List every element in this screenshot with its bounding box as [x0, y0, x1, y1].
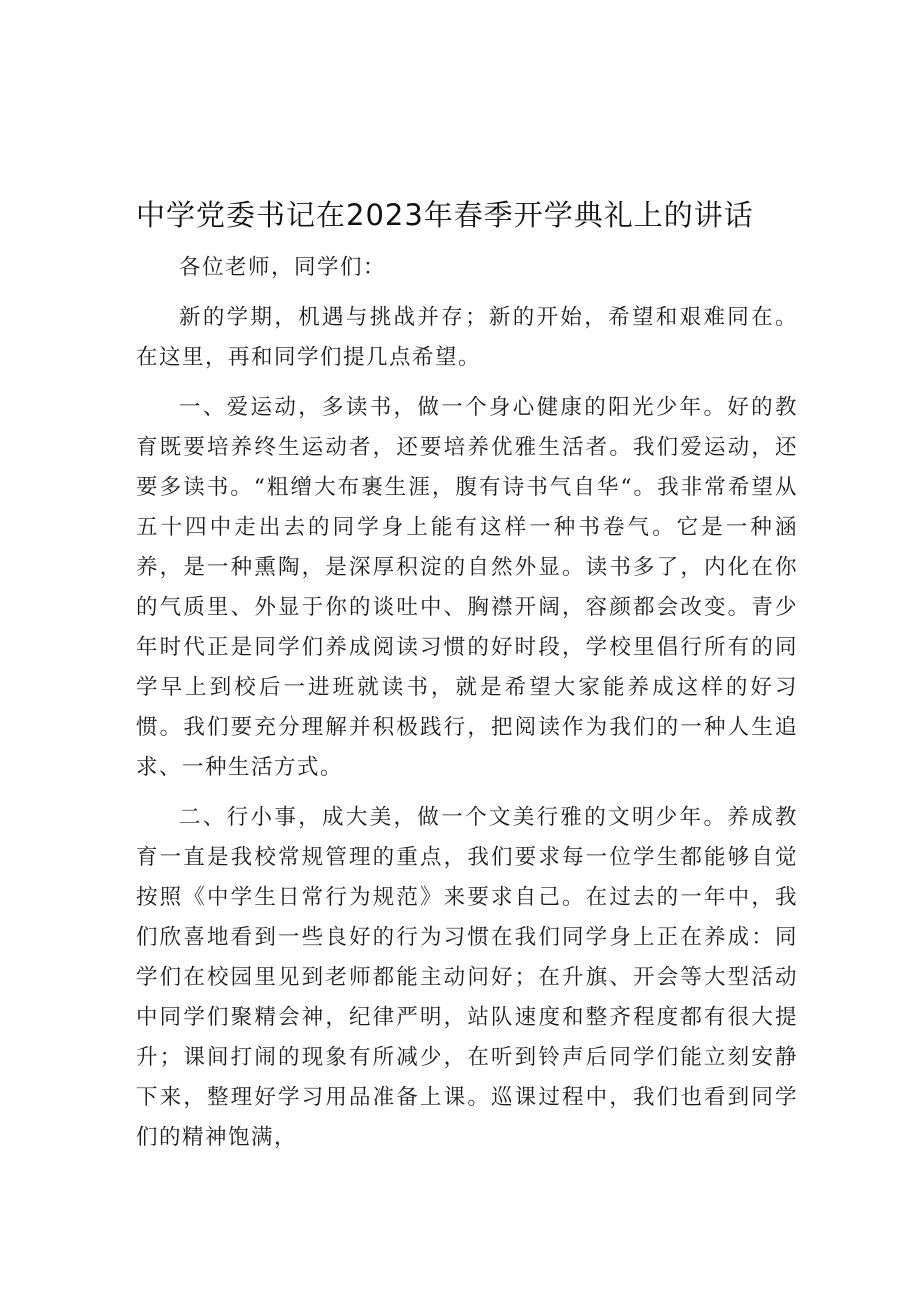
intro-paragraph: 新的学期，机遇与挑战并存；新的开始，希望和艰难同在。在这里，再和同学们提几点希望。: [136, 305, 798, 370]
salutation-paragraph: 各位老师，同学们：: [179, 255, 387, 280]
document-title: 中学党委书记在2023年春季开学典礼上的讲话: [136, 198, 754, 232]
point-one-paragraph: 一、爱运动，多读书，做一个身心健康的阳光少年。好的教育既要培养终生运动者，还要培养优雅生活者。我们爱运动，还要多读书。“粗缯大布裹生涯，腹有诗书气自华“。我非常希望从五十四中走出去的同学身上能有这样一种书卷气。它是一种涵养，是一种熏陶，是深厚积淀的自然外显。读书多了，内化在你的气质里、外显于你的谈吐中、胸襟开阔，容颜都会改变。青少年时代正是同学们养成阅读习惯的好时段，学校里倡行所有的同学早上到校后一进班就读书，就是希望大家能养成这样的好习惯。我们要充分理解并积极践行，把阅读作为我们的一种人生追求、一种生活方式。: [136, 395, 798, 780]
point-two-paragraph: 二、行小事，成大美，做一个文美行雅的文明少年。养成教育一直是我校常规管理的重点，我们要求每一位学生都能够自觉按照《中学生日常行为规范》来要求自己。在过去的一年中，我们欣喜地看到一些良好的行为习惯在我们同学身上正在养成：同学们在校园里见到老师都能主动问好；在升旗、开会等大型活动中同学们聚精会神，纪律严明，站队速度和整齐程度都有很大提升；课间打闹的现象有所减少，在听到铃声后同学们能立刻安静下来，整理好学习用品准备上课。巡课过程中，我们也看到同学们的精神饱满，: [136, 805, 798, 1150]
document-body: [136, 248, 798, 1158]
